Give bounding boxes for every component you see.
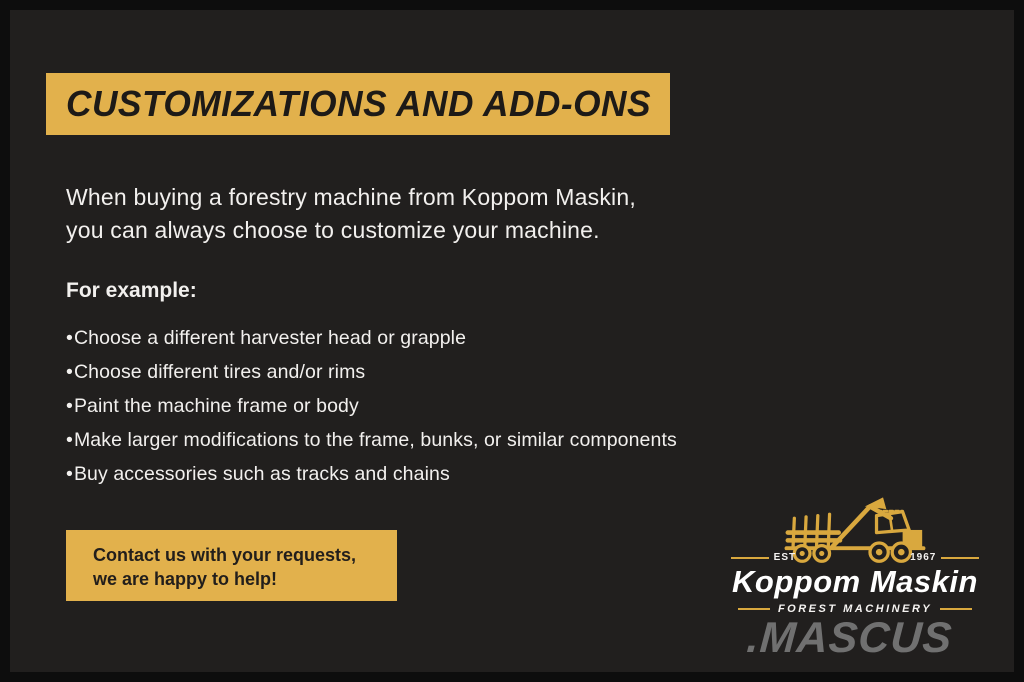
logo-year: 1967: [910, 552, 937, 563]
list-item-text: Paint the machine frame or body: [73, 395, 359, 417]
contact-line-1: Contact us with your requests,: [93, 545, 357, 565]
bullet-glyph: •: [66, 327, 73, 349]
list-item: [66, 321, 677, 355]
logo-wordmark: Koppom Maskin: [732, 564, 978, 599]
logo-tagline: FOREST MACHINERY: [777, 603, 933, 615]
intro-line-2: you can always choose to customize your machine.: [66, 217, 600, 243]
gold-rule-left: [738, 608, 770, 610]
list-item-text: Choose a different harvester head or grapple: [73, 327, 467, 349]
page-title: CUSTOMIZATIONS AND ADD-ONS: [66, 83, 652, 124]
title-banner: [46, 73, 670, 135]
logo-est-label: EST: [773, 552, 797, 563]
logo-est-row: [731, 552, 979, 563]
bullet-glyph: •: [66, 463, 73, 485]
contact-line-2: we are happy to help!: [93, 569, 278, 589]
bullet-glyph: •: [66, 395, 73, 417]
list-item: [66, 457, 677, 491]
koppom-maskin-logo: [731, 492, 979, 615]
examples-list: [66, 321, 677, 491]
gold-rule-left: [731, 557, 769, 559]
gold-rule-right: [940, 608, 972, 610]
gold-rule-right: [941, 557, 979, 559]
intro-paragraph: [66, 181, 636, 247]
bullet-glyph: •: [66, 361, 73, 383]
list-item-text: Buy accessories such as tracks and chains: [73, 463, 450, 485]
list-item: [66, 423, 677, 457]
mascus-watermark: .MASCUS: [745, 614, 955, 662]
intro-line-1: When buying a forestry machine from Koppom Maskin,: [66, 184, 636, 210]
list-item: [66, 355, 677, 389]
list-item: [66, 389, 677, 423]
list-item-text: Make larger modifications to the frame, bunks, or similar components: [73, 429, 677, 451]
list-item-text: Choose different tires and/or rims: [73, 361, 366, 383]
contact-cta-box: [66, 530, 397, 601]
examples-heading: For example:: [66, 279, 197, 302]
bullet-glyph: •: [66, 429, 73, 451]
